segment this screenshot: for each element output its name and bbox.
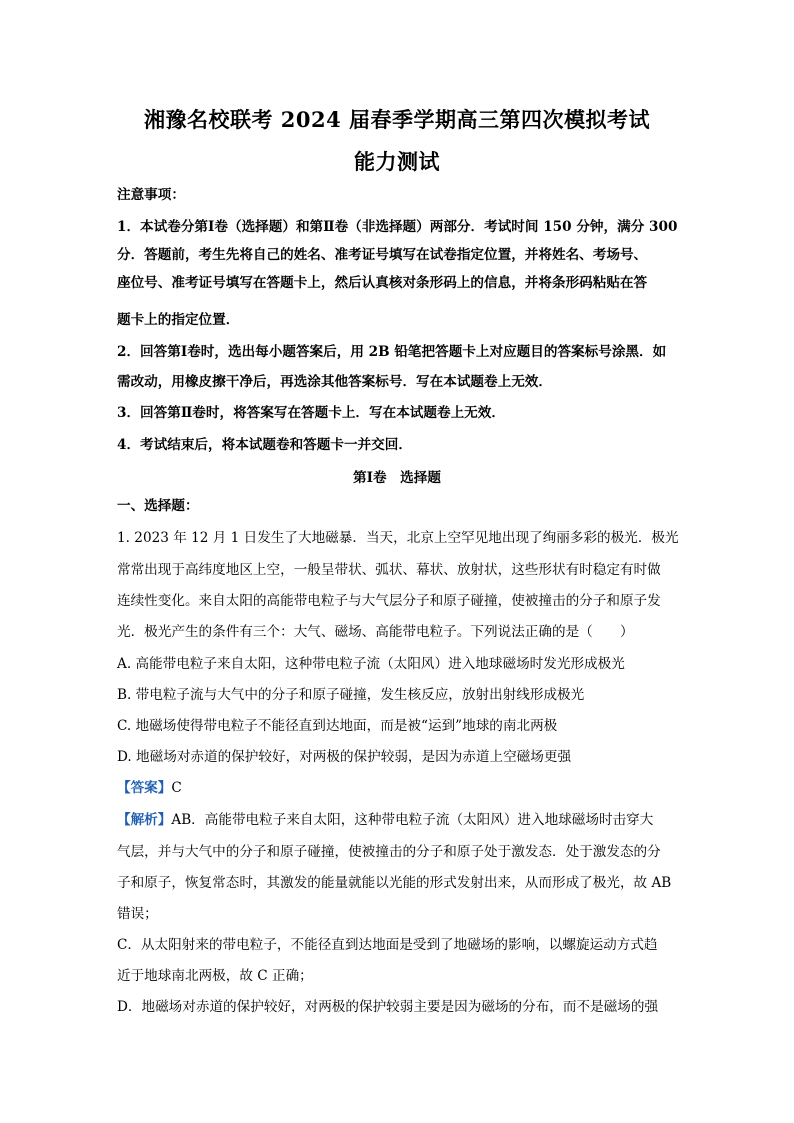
notes-line: 座位号、准考证号填写在答题卡上，然后认真核对条形码上的信息，并将条形码粘贴在答 (117, 275, 648, 291)
notes-heading: 注意事项： (117, 187, 185, 203)
answer-value: C (171, 780, 182, 796)
page-subtitle: 能力测试 (354, 149, 440, 174)
question-stem-line: 常常出现于高纬度地区上空，一般呈带状、弧状、幕状、放射状，这些形状有时稳定有时做 (117, 562, 661, 578)
analysis-line: D．地磁场对赤道的保护较好，对两极的保护较弱主要是因为磁场的分布，而不是磁场的强 (117, 999, 659, 1015)
question-stem-line: 光．极光产生的条件有三个：大气、磁场、高能带电粒子。下列说法正确的是（ ） (117, 624, 634, 640)
answer-line (117, 779, 182, 797)
notes-line: 题卡上的指定位置． (117, 312, 240, 328)
option-d: D. 地磁场对赤道的保护较好，对两极的保护较弱，是因为赤道上空磁场更强 (117, 749, 572, 765)
notes-line: 1．本试卷分第Ⅰ卷（选择题）和第Ⅱ卷（非选择题）两部分．考试时间 150 分钟，满分 300 (117, 219, 678, 235)
analysis-line: 错误； (117, 906, 158, 922)
option-b: B. 带电粒子流与大气中的分子和原子碰撞，发生核反应，放射出射线形成极光 (117, 687, 585, 703)
notes-line: 需改动，用橡皮擦干净后，再选涂其他答案标号．写在本试题卷上无效． (117, 374, 552, 390)
analysis-line (117, 811, 653, 829)
analysis-label: 【解析】 (117, 812, 172, 828)
question-stem-line: 连续性变化。来自太阳的高能带电粒子与大气层分子和原子碰撞，使被撞击的分子和原子发 (117, 593, 661, 609)
option-c: C. 地磁场使得带电粒子不能径直到达地面，而是被“运到”地球的南北两极 (117, 718, 558, 734)
part-heading: 一、选择题： (117, 498, 199, 514)
analysis-line: 气层，并与大气中的分子和原子碰撞，使被撞击的分子和原子处于激发态．处于激发态的分 (117, 844, 661, 860)
question-stem-line: 1. 2023 年 12 月 1 日发生了大地磁暴．当天，北京上空罕见地出现了绚丽多彩的极光．极光 (117, 530, 679, 546)
analysis-line: C．从太阳射来的带电粒子，不能径直到达地面是受到了地磁场的影响，以螺旋运动方式趋 (117, 937, 658, 953)
analysis-text: AB．高能带电粒子来自太阳，这种带电粒子流（太阳风）进入地球磁场时击穿大 (171, 812, 654, 828)
page-title: 湘豫名校联考 2024 届春季学期高三第四次模拟考试 (143, 107, 651, 132)
notes-line: 4．考试结束后，将本试题卷和答题卡一并交回． (117, 437, 412, 453)
analysis-line: 子和原子，恢复常态时，其激发的能量就能以光能的形式发射出来，从而形成了极光，故 AB (117, 875, 672, 891)
analysis-line: 近于地球南北两极，故 C 正确； (117, 968, 313, 984)
section-title: 第Ⅰ卷 选择题 (353, 470, 441, 486)
notes-line: 3．回答第Ⅱ卷时，将答案写在答题卡上．写在本试题卷上无效． (117, 405, 505, 421)
option-a: A. 高能带电粒子来自太阳，这种带电粒子流（太阳风）进入地球磁场时发光形成极光 (117, 656, 625, 672)
notes-line: 2．回答第Ⅰ卷时，选出每小题答案后，用 2B 铅笔把答题卡上对应题目的答案标号涂黑．如 (117, 344, 667, 360)
answer-label: 【答案】 (117, 780, 172, 796)
notes-line: 分．答题前，考生先将自己的姓名、准考证号填写在试卷指定位置，并将姓名、考场号、 (117, 247, 648, 263)
